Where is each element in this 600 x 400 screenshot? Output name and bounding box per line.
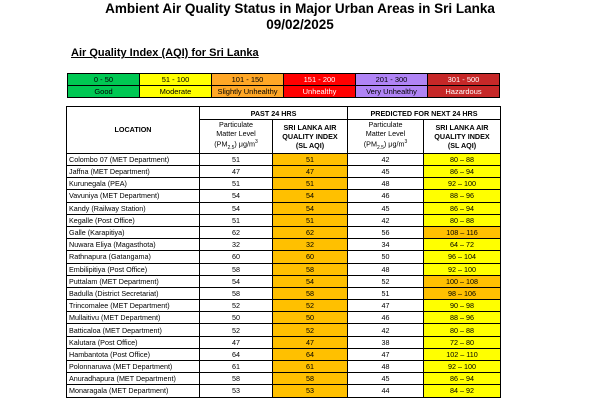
pm-next-cell: 50: [348, 251, 424, 263]
aqi-next-cell: 80 – 88: [424, 324, 501, 336]
pm-next-cell: 44: [348, 385, 424, 397]
table-row: [67, 263, 501, 275]
pm-past-cell: 61: [200, 361, 273, 373]
table-row: [67, 226, 501, 238]
location-cell: Kalutara (Post Office): [67, 336, 200, 348]
table-row: [67, 214, 501, 226]
table-row: [67, 385, 501, 397]
aqi-past-cell: 60: [273, 251, 348, 263]
aqi-next-header: SRI LANKA AIR QUALITY INDEX (SL AQI): [424, 120, 501, 154]
aqi-past-cell: 58: [273, 263, 348, 275]
pm-past-cell: 32: [200, 239, 273, 251]
table-row: [67, 324, 501, 336]
aqi-next-cell: 88 – 96: [424, 312, 501, 324]
aqi-past-cell: 53: [273, 385, 348, 397]
pm-next-cell: 47: [348, 300, 424, 312]
aqi-next-cell: 92 – 100: [424, 263, 501, 275]
table-row: [67, 287, 501, 299]
location-cell: Nuwara Eliya (Magasthota): [67, 239, 200, 251]
pm-next-cell: 45: [348, 373, 424, 385]
location-cell: Puttalam (MET Department): [67, 275, 200, 287]
pm-next-cell: 52: [348, 275, 424, 287]
location-cell: Kandy (Railway Station): [67, 202, 200, 214]
pm-past-cell: 51: [200, 214, 273, 226]
aqi-past-cell: 54: [273, 202, 348, 214]
legend-label: Slightly Unhealthy: [212, 86, 284, 98]
aqi-next-cell: 98 – 106: [424, 287, 501, 299]
legend-label: Moderate: [140, 86, 212, 98]
aqi-past-cell: 58: [273, 373, 348, 385]
pm-next-cell: 42: [348, 153, 424, 165]
aqi-next-cell: 108 – 116: [424, 226, 501, 238]
table-row: [67, 153, 501, 165]
table-row: [67, 361, 501, 373]
aqi-next-cell: 88 – 96: [424, 190, 501, 202]
table-row: [67, 178, 501, 190]
table-row: [67, 300, 501, 312]
legend-range: 101 - 150: [212, 74, 284, 86]
predicted-24-header: PREDICTED FOR NEXT 24 HRS: [348, 107, 501, 120]
location-cell: Batticaloa (MET Department): [67, 324, 200, 336]
table-row: [67, 336, 501, 348]
pm-next-cell: 46: [348, 312, 424, 324]
table-row: [67, 373, 501, 385]
pm-next-cell: 48: [348, 178, 424, 190]
pm-next-cell: 51: [348, 287, 424, 299]
aqi-past-cell: 50: [273, 312, 348, 324]
pm-next-cell: 46: [348, 190, 424, 202]
pm-past-cell: 52: [200, 300, 273, 312]
pm-next-cell: 48: [348, 263, 424, 275]
legend-range: 201 - 300: [356, 74, 428, 86]
aqi-past-cell: 58: [273, 287, 348, 299]
table-row: [67, 348, 501, 360]
aqi-next-cell: 86 – 94: [424, 166, 501, 178]
page-date: 09/02/2025: [266, 17, 334, 32]
location-cell: Monaragala (MET Department): [67, 385, 200, 397]
pm-next-cell: 45: [348, 202, 424, 214]
location-cell: Polonnaruwa (MET Department): [67, 361, 200, 373]
aqi-past-cell: 61: [273, 361, 348, 373]
aqi-next-cell: 90 – 98: [424, 300, 501, 312]
air-quality-table: [66, 106, 501, 398]
aqi-next-cell: 86 – 94: [424, 202, 501, 214]
pm-past-cell: 54: [200, 190, 273, 202]
legend-range: 151 - 200: [284, 74, 356, 86]
aqi-next-cell: 100 – 108: [424, 275, 501, 287]
pm-past-cell: 50: [200, 312, 273, 324]
legend-label: Very Unhealthy: [356, 86, 428, 98]
aqi-next-cell: 64 – 72: [424, 239, 501, 251]
pm-past-cell: 47: [200, 336, 273, 348]
location-cell: Vavuniya (MET Department): [67, 190, 200, 202]
aqi-next-cell: 80 – 88: [424, 214, 501, 226]
location-cell: Galle (Karapitiya): [67, 226, 200, 238]
legend-range: 301 - 500: [428, 74, 500, 86]
aqi-past-header: SRI LANKA AIR QUALITY INDEX (SL AQI): [273, 120, 348, 154]
pm-past-header: Particulate Matter Level $(PM_{2.5})$ $\mu g/m^3$: [200, 120, 273, 154]
aqi-next-cell: 86 – 94: [424, 373, 501, 385]
pm-past-cell: 51: [200, 178, 273, 190]
aqi-next-cell: 92 – 100: [424, 361, 501, 373]
location-cell: Jaffna (MET Department): [67, 166, 200, 178]
table-row: [67, 251, 501, 263]
table-row: [67, 312, 501, 324]
location-cell: Kurunegala (PEA): [67, 178, 200, 190]
pm-past-cell: 60: [200, 251, 273, 263]
aqi-heading: Air Quality Index (AQI) for Sri Lanka: [71, 47, 259, 59]
location-cell: Colombo 07 (MET Department): [67, 153, 200, 165]
aqi-past-cell: 52: [273, 324, 348, 336]
past-24-header: PAST 24 HRS: [200, 107, 348, 120]
pm-next-cell: 48: [348, 361, 424, 373]
legend-range: 51 - 100: [140, 74, 212, 86]
aqi-next-cell: 80 – 88: [424, 153, 501, 165]
table-row: [67, 202, 501, 214]
legend-label: Good: [68, 86, 140, 98]
location-cell: Kegalle (Post Office): [67, 214, 200, 226]
aqi-past-cell: 54: [273, 275, 348, 287]
table-row: [67, 239, 501, 251]
location-cell: Rathnapura (Gatangama): [67, 251, 200, 263]
pm-past-cell: 53: [200, 385, 273, 397]
pm-next-header: Particulate Matter Level $(PM_{2.5})$ $\mu g/m^3$: [348, 120, 424, 154]
location-cell: Badulla (District Secretariat): [67, 287, 200, 299]
pm-next-cell: 47: [348, 348, 424, 360]
pm-next-cell: 56: [348, 226, 424, 238]
aqi-past-cell: 32: [273, 239, 348, 251]
pm-past-cell: 52: [200, 324, 273, 336]
aqi-past-cell: 54: [273, 190, 348, 202]
aqi-past-cell: 51: [273, 214, 348, 226]
table-row: [67, 275, 501, 287]
pm-past-cell: 47: [200, 166, 273, 178]
aqi-next-cell: 84 – 92: [424, 385, 501, 397]
pm-past-cell: 62: [200, 226, 273, 238]
legend-label: Unhealthy: [284, 86, 356, 98]
aqi-next-cell: 102 – 110: [424, 348, 501, 360]
legend-label: Hazardous: [428, 86, 500, 98]
location-cell: Mullaitivu (MET Department): [67, 312, 200, 324]
table-row: [67, 166, 501, 178]
pm-next-cell: 42: [348, 324, 424, 336]
location-cell: Hambantota (Post Office): [67, 348, 200, 360]
pm-past-cell: 54: [200, 202, 273, 214]
aqi-legend: [67, 73, 500, 98]
pm-past-cell: 58: [200, 287, 273, 299]
aqi-past-cell: 51: [273, 178, 348, 190]
pm-past-cell: 58: [200, 263, 273, 275]
pm-next-cell: 45: [348, 166, 424, 178]
page-title: Ambient Air Quality Status in Major Urban Areas in Sri Lanka: [105, 1, 495, 16]
legend-range: 0 - 50: [68, 74, 140, 86]
pm-past-cell: 51: [200, 153, 273, 165]
pm-next-cell: 38: [348, 336, 424, 348]
location-header: LOCATION: [67, 107, 200, 154]
aqi-next-cell: 72 – 80: [424, 336, 501, 348]
location-cell: Anuradhapura (MET Department): [67, 373, 200, 385]
location-cell: Trincomalee (MET Department): [67, 300, 200, 312]
aqi-past-cell: 47: [273, 336, 348, 348]
pm-next-cell: 34: [348, 239, 424, 251]
aqi-next-cell: 92 – 100: [424, 178, 501, 190]
aqi-past-cell: 64: [273, 348, 348, 360]
pm-past-cell: 54: [200, 275, 273, 287]
aqi-past-cell: 52: [273, 300, 348, 312]
pm-past-cell: 58: [200, 373, 273, 385]
pm-next-cell: 42: [348, 214, 424, 226]
aqi-past-cell: 51: [273, 153, 348, 165]
table-row: [67, 190, 501, 202]
aqi-next-cell: 96 – 104: [424, 251, 501, 263]
aqi-past-cell: 62: [273, 226, 348, 238]
pm-past-cell: 64: [200, 348, 273, 360]
location-cell: Embilipitiya (Post Office): [67, 263, 200, 275]
aqi-past-cell: 47: [273, 166, 348, 178]
